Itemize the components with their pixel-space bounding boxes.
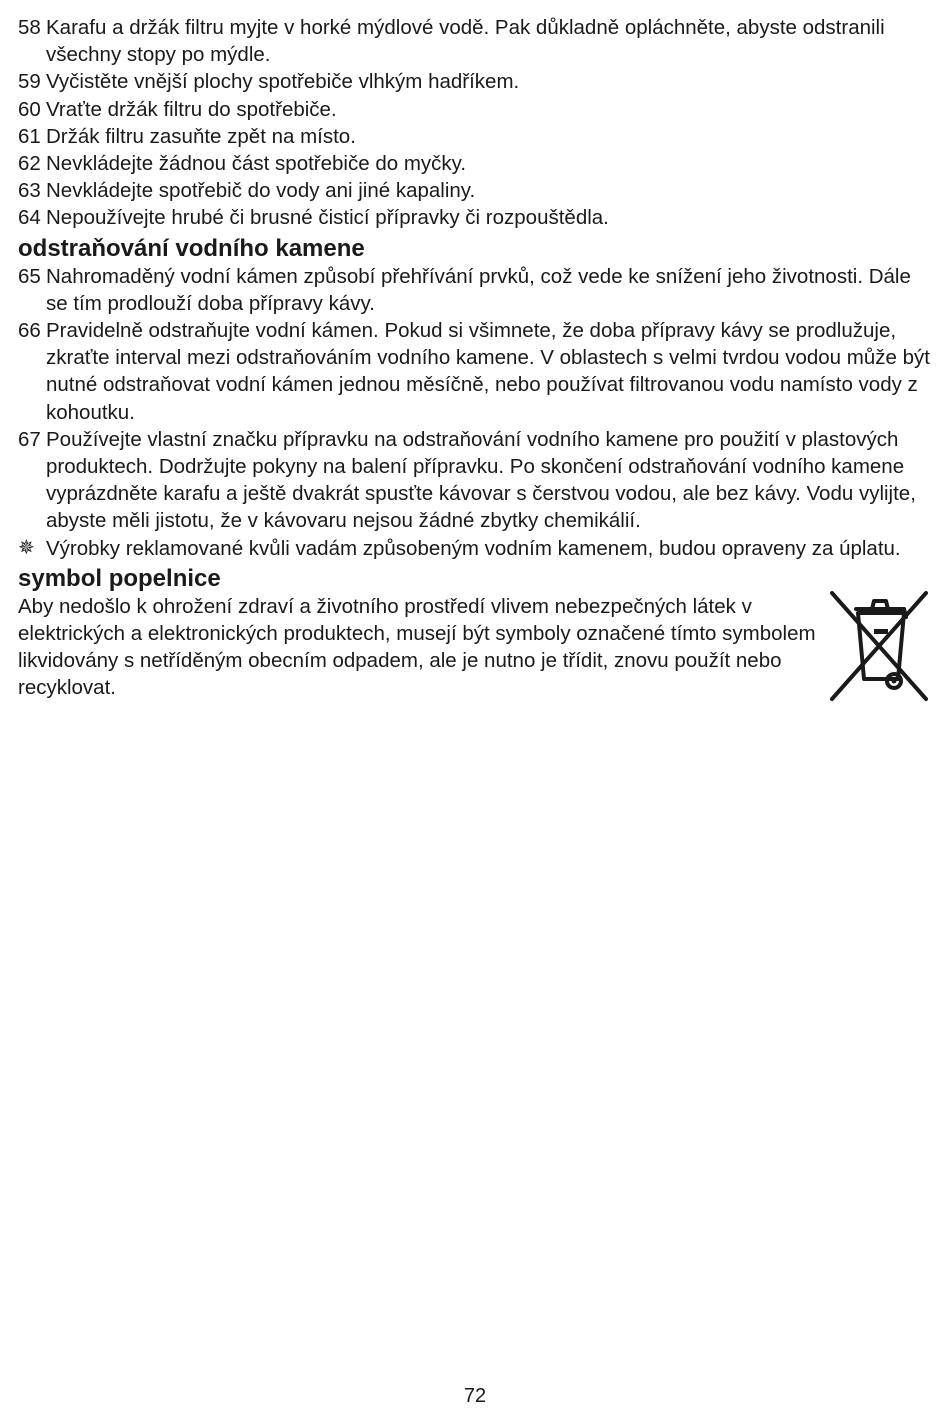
item-number: 61 xyxy=(18,124,41,148)
descaling-heading: odstraňování vodního kamene xyxy=(18,234,365,262)
star-bullet-icon: ✵ xyxy=(18,536,35,559)
item-number: 67 xyxy=(18,427,41,451)
item-text: Nahromaděný vodní kámen způsobí přehřívání prvků, což vede ke snížení jeho životnosti. Dále se tím prodlouží doba přípravy kávy. xyxy=(46,264,911,315)
item-number: 65 xyxy=(18,264,41,288)
list-item xyxy=(18,96,932,123)
item-number: 62 xyxy=(18,152,41,176)
list-item xyxy=(18,68,932,95)
item-text: Držák filtru zasuňte zpět na místo. xyxy=(46,124,356,148)
item-text: Pravidelně odstraňujte vodní kámen. Pokud si všimnete, že doba přípravy kávy se prodlužuje, zkraťte interval mezi odstraňováním vodního kamene. V oblastech s velmi tvrdou vodou může být nutné odstraňovat vodní kámen jednou měsíčně, nebo používat filtrovanou vodu namísto vody z kohoutku. xyxy=(46,319,930,424)
item-number: 59 xyxy=(18,70,41,94)
page-number: 72 xyxy=(463,1385,487,1407)
item-number: 60 xyxy=(18,97,41,121)
list-item xyxy=(18,150,932,177)
item-number: 63 xyxy=(18,179,41,203)
item-number: 64 xyxy=(18,206,41,230)
item-text: Nepoužívejte hrubé či brusné čisticí přípravky či rozpouštědla. xyxy=(46,206,609,230)
item-text: Karafu a držák filtru myjte v horké mýdlové vodě. Pak důkladně opláchněte, abyste odstranili všechny stopy po mýdle. xyxy=(46,16,885,67)
item-number: 66 xyxy=(18,319,41,343)
list-item xyxy=(18,177,932,204)
item-text: Výrobky reklamované kvůli vadám způsobeným vodním kamenem, budou opraveny za úplatu. xyxy=(46,536,901,560)
list-item xyxy=(18,426,932,535)
item-text: Používejte vlastní značku přípravku na odstraňování vodního kamene pro použití v plastových produktech. Dodržujte pokyny na balení přípravku. Po skončení odstraňování vodního kamene vyprázdněte karafu a ještě dvakrát spusťte kávovar s čerstvou vodou, ale bez kávy. Vodu vylijte, abyste měli jistotu, že v kávovaru nejsou žádné zbytky chemikálií. xyxy=(46,427,916,533)
page-content xyxy=(18,14,932,702)
disposal-text: Aby nedošlo k ohrožení zdraví a životního prostředí vlivem nebezpečných látek v elektrických a elektronických produktech, musejí být symboly označené tímto symbolem likvidovány s netříděným obecním odpadem, ale je nutno je třídit, znovu použít nebo recyklovat. xyxy=(18,594,816,700)
item-text: Vyčistěte vnější plochy spotřebiče vlhkým hadříkem. xyxy=(46,70,520,94)
list-item xyxy=(18,204,932,231)
item-text: Nevkládejte žádnou část spotřebiče do myčky. xyxy=(46,152,467,176)
disposal-section xyxy=(18,593,932,702)
list-item xyxy=(18,123,932,150)
disposal-heading: symbol popelnice xyxy=(18,564,221,592)
crossed-out-wheelie-bin-icon xyxy=(826,587,932,705)
list-item xyxy=(18,535,932,562)
item-number: 58 xyxy=(18,16,41,39)
list-item xyxy=(18,14,932,68)
list-item xyxy=(18,263,932,317)
descaling-list xyxy=(18,263,932,562)
cleaning-list xyxy=(18,14,932,232)
item-text: Nevkládejte spotřebič do vody ani jiné kapaliny. xyxy=(46,179,476,203)
list-item xyxy=(18,317,932,426)
item-text: Vraťte držák filtru do spotřebiče. xyxy=(46,97,337,121)
